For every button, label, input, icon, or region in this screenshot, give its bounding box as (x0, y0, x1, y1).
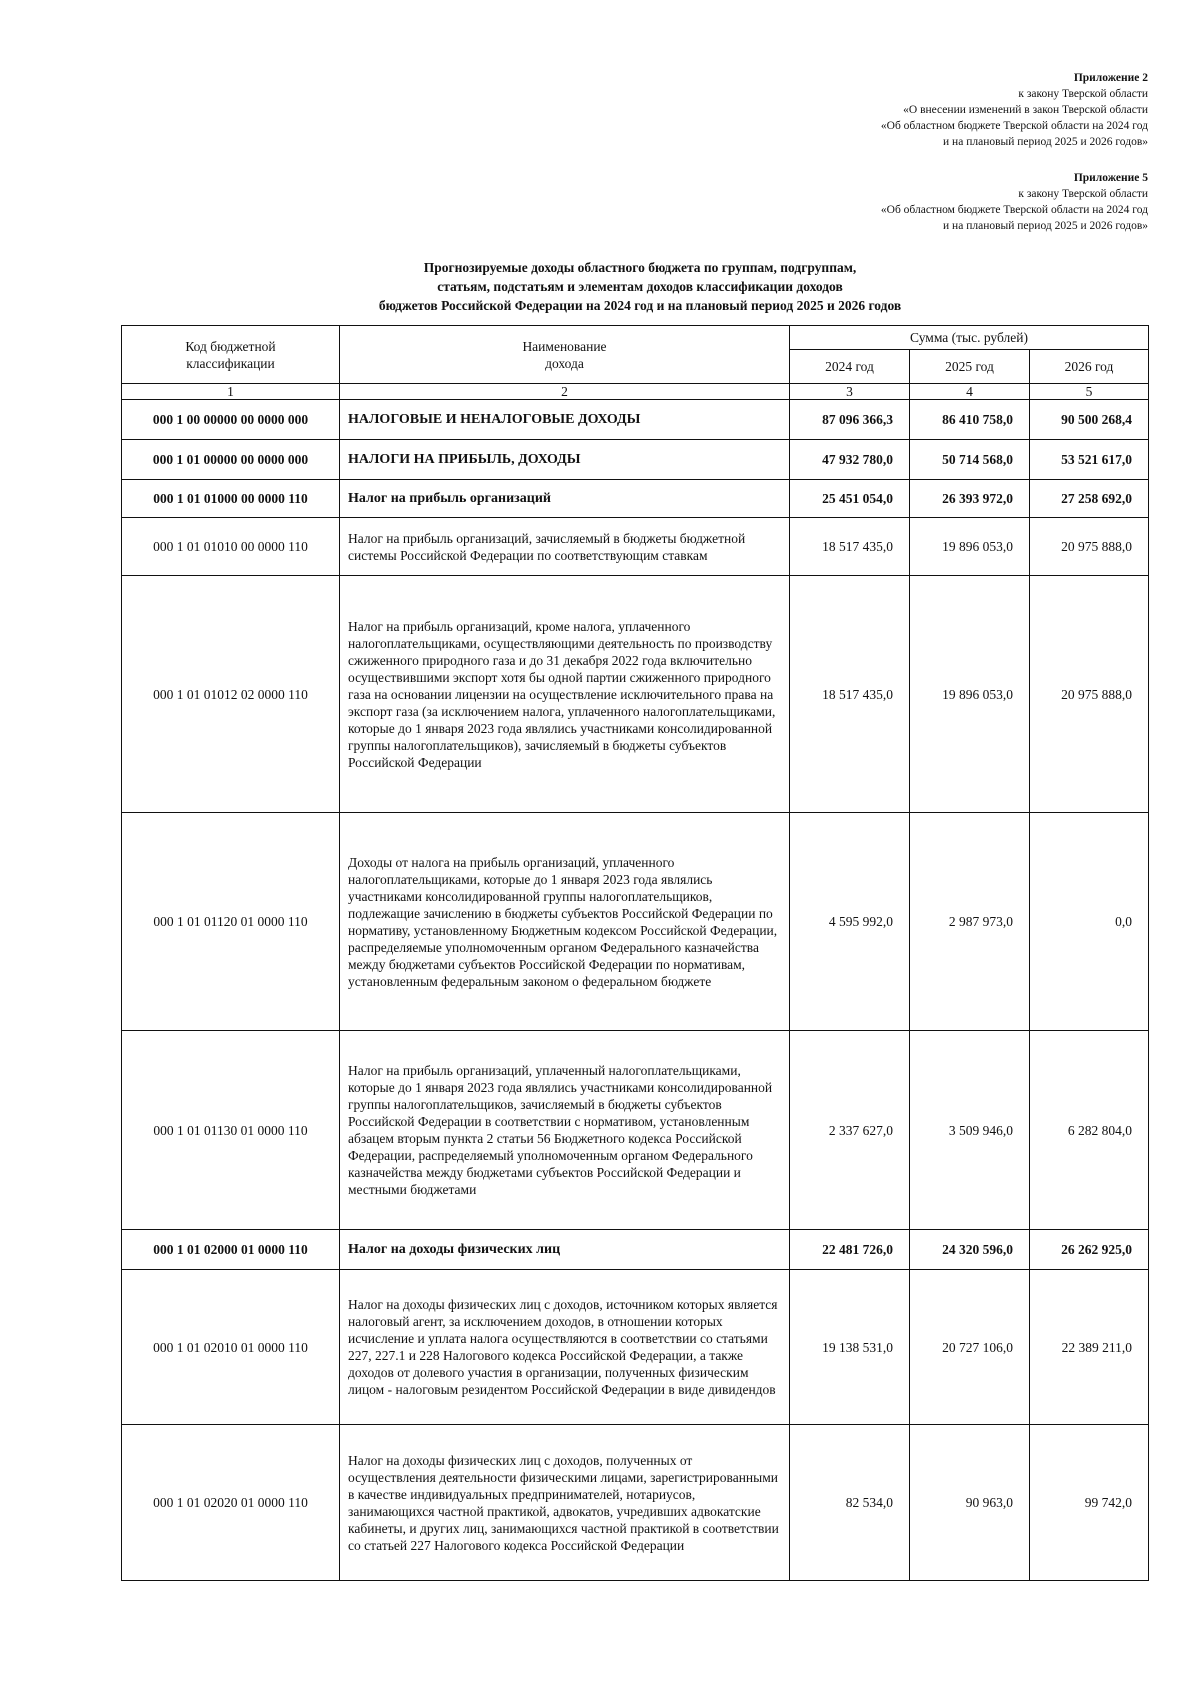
header-code: Код бюджетной классификации (122, 326, 340, 384)
appendix-2-block (881, 70, 1148, 150)
row-value-2025: 90 963,0 (910, 1425, 1030, 1581)
row-code: 000 1 01 01012 02 0000 110 (122, 576, 340, 813)
row-name: Налог на доходы физических лиц с доходов, источником которых является налоговый агент, за исключением доходов, в отношении которых исчисление и уплата налога осуществляются в соответствии со статьями 227, 227.1 и 228 Налогового кодекса Российской Федерации, а также доходов от долевого участия в организации, полученных физическим лицом - налоговым резидентом Российской Федерации в виде дивидендов (340, 1270, 790, 1425)
row-value-2024: 82 534,0 (790, 1425, 910, 1581)
row-value-2026: 20 975 888,0 (1030, 576, 1149, 813)
header-2024: 2024 год (790, 350, 910, 384)
row-value-2025: 26 393 972,0 (910, 480, 1030, 518)
table-row (122, 480, 1149, 518)
row-value-2024: 87 096 366,3 (790, 400, 910, 440)
row-name: Налог на прибыль организаций (340, 480, 790, 518)
table-row (122, 1230, 1149, 1270)
table-row (122, 1270, 1149, 1425)
row-value-2026: 90 500 268,4 (1030, 400, 1149, 440)
appendix-5-title: Приложение 5 (1073, 172, 1148, 184)
row-value-2024: 47 932 780,0 (790, 440, 910, 480)
column-number: 4 (910, 384, 1030, 400)
row-value-2024: 19 138 531,0 (790, 1270, 910, 1425)
header-2025: 2025 год (910, 350, 1030, 384)
row-name: НАЛОГИ НА ПРИБЫЛЬ, ДОХОДЫ (340, 440, 790, 480)
row-value-2026: 26 262 925,0 (1030, 1230, 1149, 1270)
document-title-line: Прогнозируемые доходы областного бюджета по группам, подгруппам, (423, 260, 857, 275)
document-title-line: статьям, подстатьям и элементам доходов классификации доходов (437, 279, 843, 294)
row-code: 000 1 01 02000 01 0000 110 (122, 1230, 340, 1270)
row-value-2026: 22 389 211,0 (1030, 1270, 1149, 1425)
table-row (122, 400, 1149, 440)
appendix-5-line: «Об областном бюджете Тверской области на 2024 год (880, 204, 1148, 216)
row-value-2024: 18 517 435,0 (790, 518, 910, 576)
row-value-2026: 53 521 617,0 (1030, 440, 1149, 480)
row-value-2025: 50 714 568,0 (910, 440, 1030, 480)
table-row (122, 1031, 1149, 1230)
row-value-2025: 19 896 053,0 (910, 576, 1030, 813)
row-value-2025: 19 896 053,0 (910, 518, 1030, 576)
row-value-2024: 4 595 992,0 (790, 813, 910, 1031)
header-name: Наименование дохода (340, 326, 790, 384)
row-code: 000 1 01 02010 01 0000 110 (122, 1270, 340, 1425)
revenue-table (121, 325, 1149, 1581)
appendix-2-line: к закону Тверской области (1018, 88, 1148, 100)
row-value-2024: 22 481 726,0 (790, 1230, 910, 1270)
row-value-2024: 2 337 627,0 (790, 1031, 910, 1230)
appendix-2-title: Приложение 2 (1073, 72, 1148, 84)
row-code: 000 1 01 01130 01 0000 110 (122, 1031, 340, 1230)
row-value-2026: 99 742,0 (1030, 1425, 1149, 1581)
row-value-2026: 20 975 888,0 (1030, 518, 1149, 576)
row-value-2024: 25 451 054,0 (790, 480, 910, 518)
column-number: 3 (790, 384, 910, 400)
table-row (122, 576, 1149, 813)
table-row (122, 1425, 1149, 1581)
appendix-5-line: и на плановый период 2025 и 2026 годов» (943, 220, 1148, 232)
row-value-2025: 24 320 596,0 (910, 1230, 1030, 1270)
row-value-2026: 6 282 804,0 (1030, 1031, 1149, 1230)
row-name: Налог на доходы физических лиц (340, 1230, 790, 1270)
row-name: Налог на прибыль организаций, кроме налога, уплаченного налогоплательщиками, осуществляющими деятельность по производству сжиженного природного газа и до 31 декабря 2022 года включительно осуществившими экспорт хотя бы одной партии сжиженного природного газа на основании лицензии на осуществление исключительного права на экспорт газа (за исключением налога, уплаченного налогоплательщиками, которые до 1 января 2023 года являлись участниками консолидированной группы налогоплательщиков), зачисляемый в бюджеты субъектов Российской Федерации (340, 576, 790, 813)
document-title (300, 258, 980, 315)
appendix-2-line: «Об областном бюджете Тверской области на 2024 год (880, 120, 1148, 132)
row-value-2025: 2 987 973,0 (910, 813, 1030, 1031)
row-name: Налог на прибыль организаций, зачисляемый в бюджеты бюджетной системы Российской Федерации по соответствующим ставкам (340, 518, 790, 576)
document-title-line: бюджетов Российской Федерации на 2024 год и на плановый период 2025 и 2026 годов (378, 298, 902, 313)
row-code: 000 1 00 00000 00 0000 000 (122, 400, 340, 440)
row-code: 000 1 01 01010 00 0000 110 (122, 518, 340, 576)
row-name: Налог на прибыль организаций, уплаченный налогоплательщиками, которые до 1 января 2023 года являлись участниками консолидированной группы налогоплательщиков, зачисляемый в бюджеты субъектов Российской Федерации в соответствии с нормативом, установленным абзацем вторым пункта 2 статьи 56 Бюджетного кодекса Российской Федерации, распределяемый уполномоченным органом Федерального казначейства между бюджетами субъектов Российской Федерации и местными бюджетами (340, 1031, 790, 1230)
row-code: 000 1 01 01120 01 0000 110 (122, 813, 340, 1031)
row-name: Налог на доходы физических лиц с доходов, полученных от осуществления деятельности физическими лицами, зарегистрированными в качестве индивидуальных предпринимателей, нотариусов, занимающихся частной практикой, адвокатов, учредивших адвокатские кабинеты, и других лиц, занимающихся частной практикой в соответствии со статьей 227 Налогового кодекса Российской Федерации (340, 1425, 790, 1581)
table-row (122, 518, 1149, 576)
row-name: Доходы от налога на прибыль организаций, уплаченного налогоплательщиками, которые до 1 января 2023 года являлись участниками консолидированной группы налогоплательщиков, подлежащие зачислению в бюджеты субъектов Российской Федерации по нормативу, установленному Бюджетным кодексом Российской Федерации, распределяемые уполномоченным органом Федерального казначейства между бюджетами субъектов Российской Федерации по нормативам, установленным федеральным законом о федеральном бюджете (340, 813, 790, 1031)
appendix-2-line: и на плановый период 2025 и 2026 годов» (943, 136, 1148, 148)
row-value-2024: 18 517 435,0 (790, 576, 910, 813)
row-code: 000 1 01 00000 00 0000 000 (122, 440, 340, 480)
row-value-2025: 20 727 106,0 (910, 1270, 1030, 1425)
row-code: 000 1 01 01000 00 0000 110 (122, 480, 340, 518)
column-number: 2 (340, 384, 790, 400)
column-number: 1 (122, 384, 340, 400)
row-name: НАЛОГОВЫЕ И НЕНАЛОГОВЫЕ ДОХОДЫ (340, 400, 790, 440)
row-value-2026: 27 258 692,0 (1030, 480, 1149, 518)
row-value-2025: 86 410 758,0 (910, 400, 1030, 440)
table-row (122, 440, 1149, 480)
header-sum: Сумма (тыс. рублей) (790, 326, 1149, 350)
row-value-2026: 0,0 (1030, 813, 1149, 1031)
row-value-2025: 3 509 946,0 (910, 1031, 1030, 1230)
appendix-5-block (881, 170, 1148, 234)
column-number: 5 (1030, 384, 1149, 400)
table-row (122, 813, 1149, 1031)
appendix-5-line: к закону Тверской области (1018, 188, 1148, 200)
row-code: 000 1 01 02020 01 0000 110 (122, 1425, 340, 1581)
appendix-2-line: «О внесении изменений в закон Тверской области (903, 104, 1148, 116)
header-2026: 2026 год (1030, 350, 1149, 384)
